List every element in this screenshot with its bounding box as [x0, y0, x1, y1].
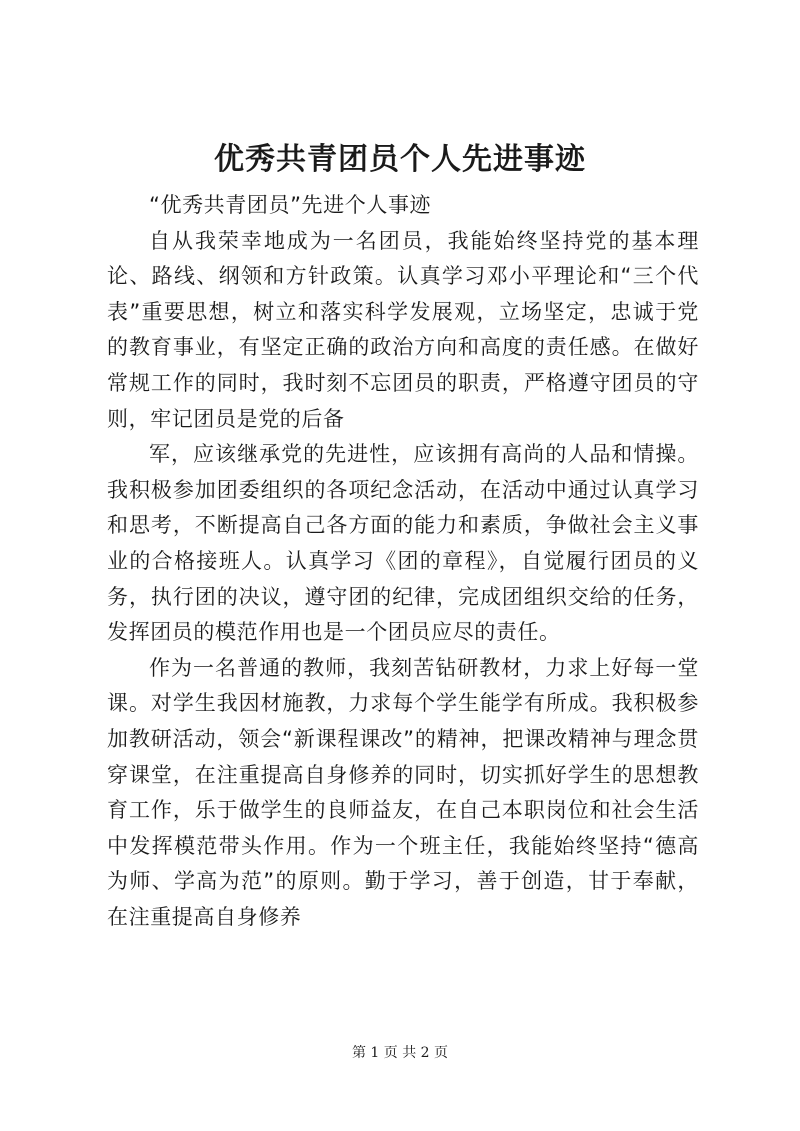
document-subheading: “优秀共青团员”先进个人事迹: [149, 193, 432, 217]
paragraph-1: 自从我荣幸地成为一名团员，我能始终坚持党的基本理论、路线、纲领和方针政策。认真学习邓小平理论和“三个代表”重要思想，树立和落实科学发展观，立场坚定，忠诚于党的教育事业，有坚定正确的政治方向和高度的责任感。在做好常规工作的同时，我时刻不忘团员的职责，严格遵守团员的守则，牢记团员是党的后备: [107, 228, 699, 431]
paragraph-3: 作为一名普通的教师，我刻苦钻研教材，力求上好每一堂课。对学生我因材施教，力求每个学生能学有所成。我积极参加教研活动，领会“新课程课改”的精神，把课改精神与理念贯穿课堂，在注重提高自身修养的同时，切实抓好学生的思想教育工作，乐于做学生的良师益友，在自己本职岗位和社会生活中发挥模范带头作用。作为一个班主任，我能始终坚持“德高为师、学高为范”的原则。勤于学习，善于创造，甘于奉献，在注重提高自身修养: [107, 655, 699, 929]
document-body: [107, 188, 699, 935]
page-number-footer: 第 1 页 共 2 页: [351, 1045, 449, 1061]
document-title: 优秀共青团员个人先进事迹: [214, 142, 586, 177]
paragraph-2: 军，应该继承党的先进性，应该拥有高尚的人品和情操。我积极参加团委组织的各项纪念活动，在活动中通过认真学习和思考，不断提高自己各方面的能力和素质，争做社会主义事业的合格接班人。认真学习《团的章程》，自觉履行团员的义务，执行团的决议，遵守团的纪律，完成团组织交给的任务，发挥团员的模范作用也是一个团员应尽的责任。: [107, 442, 699, 645]
